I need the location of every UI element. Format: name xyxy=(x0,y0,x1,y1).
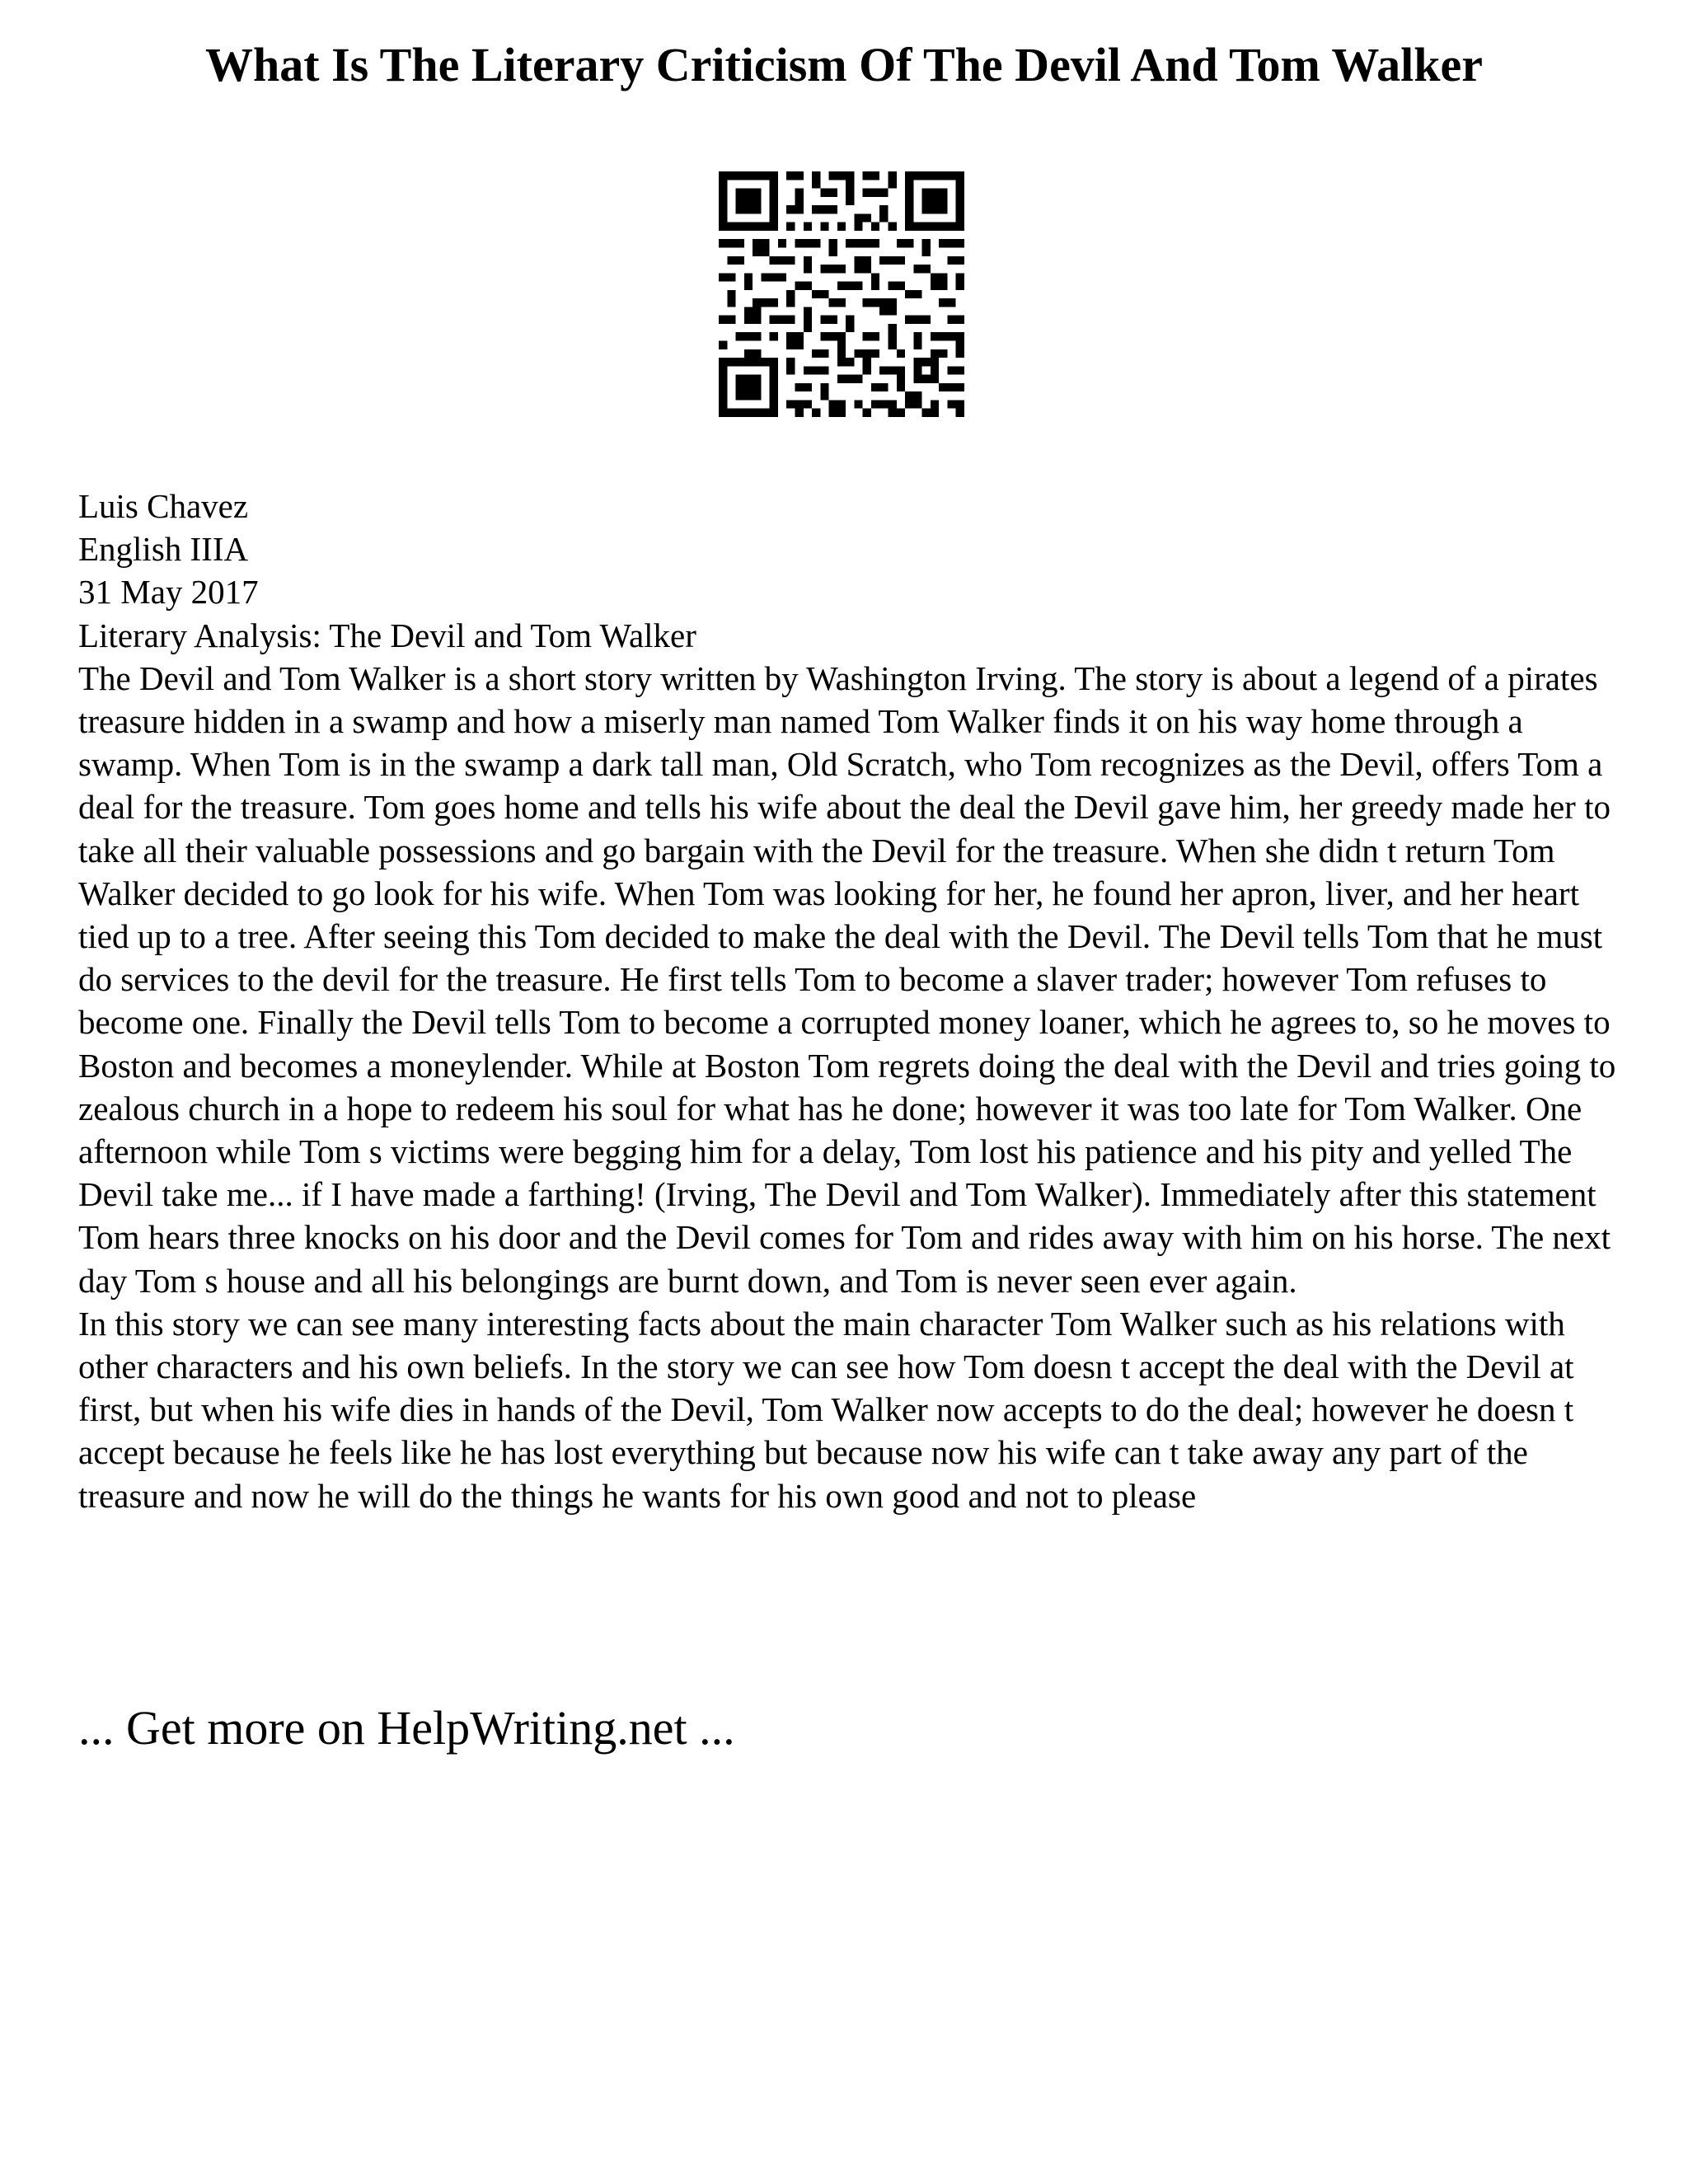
course-name: English IIIA xyxy=(78,530,249,569)
get-more-link[interactable]: ... Get more on HelpWriting.net ... xyxy=(78,1701,735,1755)
essay-heading: Literary Analysis: The Devil and Tom Walker xyxy=(78,616,696,654)
essay-date: 31 May 2017 xyxy=(78,573,259,612)
author-name: Luis Chavez xyxy=(78,487,249,525)
essay-paragraph-1: The Devil and Tom Walker is a short story written by Washington Irving. The story is about a legend of a pirates treasure hidden in a swamp and how a miserly man named Tom Walker finds it on his way home through a swamp. When Tom is in the swamp a dark tall man, Old Scratch, who Tom recognizes as the Devil, offers Tom a deal for the treasure. Tom goes home and tells his wife about the deal the Devil gave him, her greedy made her to take all their valuable possessions and go bargain with the Devil for the treasure. When she didn t return Tom Walker decided to go look for his wife. When Tom was looking for her, he found her apron, liver, and her heart tied up to a tree. After seeing this Tom decided to make the deal with the Devil. The Devil tells Tom that he must do services to the devil for the treasure. He first tells Tom to become a slaver trader; however Tom refuses to become one. Finally the Devil tells Tom to become a corrupted money loaner, which he agrees to, so he moves to Boston and becomes a moneylender. While at Boston Tom regrets doing the deal with the Devil and tries going to zealous church in a hope to redeem his soul for what has he done; however it was too late for Tom Walker. One afternoon while Tom s victims were begging him for a delay, Tom lost his patience and his pity and yelled The Devil take me... if I have made a farthing! (Irving, The Devil and Tom Walker). Immediately after this statement Tom hears three knocks on his door and the Devil comes for Tom and rides away with him on his horse. The next day Tom s house and all his belongings are burnt down, and Tom is never seen ever again. xyxy=(78,658,1616,1300)
essay-paragraph-2: In this story we can see many interesting facts about the main character Tom Walker such as his relations with other characters and his own beliefs. In the story we can see how Tom doesn t accept the deal with the Devil at first, but when his wife dies in hands of the Devil, Tom Walker now accepts to do the deal; however he doesn t accept because he feels like he has lost everything but because now his wife can t take away any part of the treasure and now he will do the things he wants for his own good and not to please xyxy=(78,1304,1574,1515)
essay-body xyxy=(78,485,1628,1517)
document-title: What Is The Literary Criticism Of The Devil And Tom Walker xyxy=(205,38,1483,91)
qr-code-icon xyxy=(719,171,964,417)
